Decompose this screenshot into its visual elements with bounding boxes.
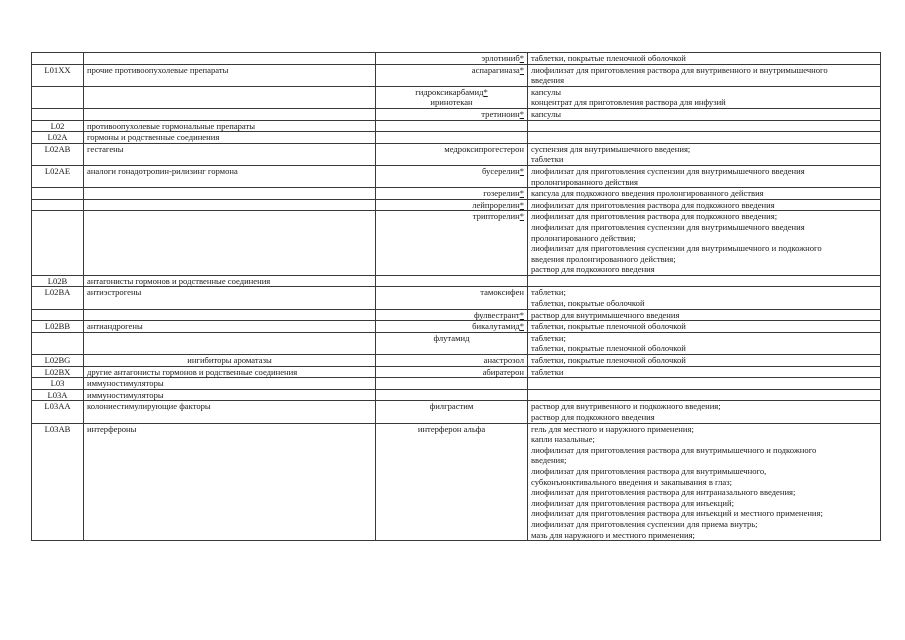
drug-name-cell xyxy=(376,287,528,309)
drug-name xyxy=(379,53,524,64)
dosage-form-line: раствор для внутривенного и подкожного введения; xyxy=(531,401,721,412)
table-row xyxy=(32,366,881,378)
group-name: иммуностимуляторы xyxy=(87,389,164,400)
atc-code-cell xyxy=(32,165,84,187)
drug-name-text: трипторелин xyxy=(472,211,520,222)
group-name: аналоги гонадотропин-рилизинг гормона xyxy=(87,165,238,176)
dosage-form-cell xyxy=(528,321,881,333)
dosage-form-cell xyxy=(528,108,881,120)
drug-name-cell xyxy=(376,378,528,390)
drug-name-text: медроксипрогестерон xyxy=(444,143,524,154)
atc-code-cell xyxy=(32,389,84,401)
drug-name-text: интерферон альфа xyxy=(417,423,486,434)
atc-code-cell xyxy=(32,211,84,276)
drug-name-cell xyxy=(376,132,528,144)
atc-code-cell xyxy=(32,309,84,321)
dosage-form-line: лиофилизат для приготовления раствора для подкожного введения; xyxy=(531,211,778,222)
table-row xyxy=(32,423,881,541)
drug-name xyxy=(379,200,524,211)
dosage-form-cell xyxy=(528,378,881,390)
dosage-form-line: концентрат для приготовления раствора для инфузий xyxy=(531,97,726,108)
drug-name-text: фулвестрант xyxy=(473,309,520,320)
atc-code: L02BX xyxy=(44,366,71,377)
atc-code: L02BA xyxy=(44,287,71,298)
drug-name-cell xyxy=(376,366,528,378)
table-row xyxy=(32,332,881,354)
atc-code-cell xyxy=(32,355,84,367)
drug-name xyxy=(379,109,524,120)
drug-name-cell xyxy=(376,275,528,287)
dosage-form-line: пролонгированого действия; xyxy=(531,232,636,243)
table-row xyxy=(32,389,881,401)
group-name-cell xyxy=(84,120,376,132)
dosage-form-cell xyxy=(528,332,881,354)
dosage-form-cell xyxy=(528,401,881,423)
atc-code-cell xyxy=(32,332,84,354)
group-name-cell xyxy=(84,64,376,86)
dosage-form-line: лиофилизат для приготовления раствора для внутримышечного и подкожного xyxy=(531,444,817,455)
drug-name-text: лейпрорелин xyxy=(472,199,520,210)
dosage-form-line: капли назальные; xyxy=(531,434,595,445)
dosage-form-line: лиофилизат для приготовления суспензии для приема внутрь; xyxy=(531,518,758,529)
drug-star-mark: * xyxy=(519,64,524,75)
empty-cell xyxy=(531,276,877,287)
drug-name xyxy=(379,144,524,155)
dosage-form-cell xyxy=(528,355,881,367)
group-name-cell xyxy=(84,132,376,144)
dosage-form-line: капсулы xyxy=(531,86,562,97)
group-name: антагонисты гормонов и родственные соединения xyxy=(87,275,271,286)
drug-name-text: эрлотиниб xyxy=(481,53,520,63)
group-name: противоопухолевые гормональные препараты xyxy=(87,120,256,131)
table-row xyxy=(32,309,881,321)
atc-code-cell xyxy=(32,423,84,541)
table-row xyxy=(32,321,881,333)
drug-name xyxy=(379,287,524,298)
dosage-form-line: мазь для наружного и местного применения; xyxy=(531,529,695,540)
dosage-form-cell xyxy=(528,275,881,287)
atc-code: L02AE xyxy=(44,165,71,176)
drug-name-cell xyxy=(376,188,528,200)
table-row xyxy=(32,401,881,423)
dosage-form-line: раствор для внутримышечного введения xyxy=(531,309,680,320)
dosage-form-cell xyxy=(528,188,881,200)
drug-name-cell xyxy=(376,401,528,423)
atc-code-cell xyxy=(32,366,84,378)
dosage-form-line: лиофилизат для приготовления раствора для интраназального введения; xyxy=(531,487,796,498)
group-name-cell xyxy=(84,165,376,187)
dosage-form-line: лиофилизат для приготовления раствора для инъекций и местного применения; xyxy=(531,508,823,519)
drug-name-cell xyxy=(376,165,528,187)
drug-star-mark: * xyxy=(519,211,524,222)
drug-name xyxy=(379,424,524,435)
drug-name-cell xyxy=(376,355,528,367)
dosage-form-line: таблетки xyxy=(531,154,564,165)
table-row xyxy=(32,199,881,211)
group-name-cell xyxy=(84,199,376,211)
group-name-cell xyxy=(84,378,376,390)
drug-name-cell xyxy=(376,143,528,165)
drug-name xyxy=(379,166,524,177)
atc-code-cell xyxy=(32,275,84,287)
group-name: ингибиторы ароматазы xyxy=(187,355,272,366)
table-row xyxy=(32,143,881,165)
medicines-table-page xyxy=(31,52,880,541)
atc-code: L02BB xyxy=(44,321,71,332)
group-name-cell xyxy=(84,423,376,541)
dosage-form-cell xyxy=(528,309,881,321)
atc-code-cell xyxy=(32,143,84,165)
drug-name-text: гидроксикарбамид xyxy=(415,86,484,97)
table-row xyxy=(32,108,881,120)
group-name-cell xyxy=(84,53,376,65)
dosage-form-line: таблетки, покрытые пленочной оболочкой xyxy=(531,321,686,332)
dosage-form-line: лиофилизат для приготовления раствора для инъекций; xyxy=(531,497,734,508)
drug-star-mark: * xyxy=(519,199,524,210)
empty-cell xyxy=(531,378,877,389)
dosage-form-line: гель для местного и наружного применения; xyxy=(531,423,694,434)
drug-name-text: бикалутамид xyxy=(472,321,520,332)
drug-star-mark: * xyxy=(519,188,524,199)
group-name-cell xyxy=(84,211,376,276)
atc-code: L03 xyxy=(50,378,65,389)
dosage-form-line: раствор для подкожного введения xyxy=(531,264,655,275)
table-row xyxy=(32,211,881,276)
drug-name-text: абиратерон xyxy=(482,366,524,377)
drug-name-cell xyxy=(376,108,528,120)
atc-code-cell xyxy=(32,378,84,390)
atc-code-cell xyxy=(32,53,84,65)
atc-code: L02AB xyxy=(44,143,71,154)
drug-name xyxy=(379,333,524,344)
group-name: антиэстрогены xyxy=(87,287,142,298)
dosage-form-line: таблетки; xyxy=(531,287,566,298)
drug-name-secondary xyxy=(379,97,524,108)
atc-code: L03AA xyxy=(44,401,71,412)
drug-star-mark: * xyxy=(519,108,524,119)
dosage-form-line: таблетки, покрытые пленочной оболочкой xyxy=(531,343,686,354)
atc-code-cell xyxy=(32,199,84,211)
dosage-form-cell xyxy=(528,143,881,165)
dosage-form-cell xyxy=(528,120,881,132)
dosage-form-line: введения пролонгированного действия; xyxy=(531,253,676,264)
medicines-table-body xyxy=(32,53,881,541)
group-name: колониестимулирующие факторы xyxy=(87,401,211,412)
group-name-cell xyxy=(84,389,376,401)
drug-name-text: филграстим xyxy=(429,401,474,412)
group-name-cell xyxy=(84,332,376,354)
drug-star-mark: * xyxy=(519,165,524,176)
drug-name-cell xyxy=(376,199,528,211)
dosage-form-line: лиофилизат для приготовления раствора для подкожного введения xyxy=(531,199,775,210)
drug-name-text: третиноин xyxy=(481,108,520,119)
dosage-form-line: капсула для подкожного введения пролонгированного действия xyxy=(531,188,764,199)
atc-code: L01XX xyxy=(44,64,71,75)
dosage-form-cell xyxy=(528,86,881,108)
dosage-form-line: субконъюнктивального введения и закапывания в глаз; xyxy=(531,476,733,487)
drug-name xyxy=(379,188,524,199)
group-name: прочие противоопухолевые препараты xyxy=(87,64,229,75)
drug-name-cell xyxy=(376,423,528,541)
dosage-form-cell xyxy=(528,366,881,378)
drug-name-text: гозерелин xyxy=(483,188,520,199)
dosage-form-cell xyxy=(528,64,881,86)
drug-name xyxy=(379,401,524,412)
dosage-form-line: таблетки, покрытые оболочкой xyxy=(531,298,645,309)
table-row xyxy=(32,86,881,108)
drug-name-cell xyxy=(376,321,528,333)
dosage-form-line: раствор для подкожного введения xyxy=(531,412,655,422)
atc-code-cell xyxy=(32,401,84,423)
dosage-form-line: таблетки, покрытые пленочной оболочкой xyxy=(531,53,686,63)
drug-name-cell xyxy=(376,53,528,65)
dosage-form-line: таблетки; xyxy=(531,332,566,343)
table-row xyxy=(32,378,881,390)
drug-name xyxy=(379,87,524,98)
drug-name-cell xyxy=(376,86,528,108)
dosage-form-cell xyxy=(528,199,881,211)
dosage-form-cell xyxy=(528,211,881,276)
drug-name-cell xyxy=(376,309,528,321)
group-name: иммуностимуляторы xyxy=(87,378,164,389)
dosage-form-cell xyxy=(528,389,881,401)
table-row xyxy=(32,287,881,309)
group-name-cell xyxy=(84,401,376,423)
dosage-form-line: лиофилизат для приготовления раствора для внутривенного и внутримышечного xyxy=(531,64,828,75)
group-name-cell xyxy=(84,366,376,378)
group-name: гормоны и родственные соединения xyxy=(87,132,220,143)
dosage-form-line: пролонгированного действия xyxy=(531,176,638,187)
table-row xyxy=(32,132,881,144)
atc-code-cell xyxy=(32,64,84,86)
drug-name-text: иринотекан xyxy=(430,97,473,108)
drug-name xyxy=(379,310,524,321)
dosage-form-line: введения; xyxy=(531,455,567,466)
drug-name-text: тамоксифен xyxy=(480,287,524,298)
group-name-cell xyxy=(84,108,376,120)
drug-name-text: бусерелин xyxy=(482,165,520,176)
dosage-form-cell xyxy=(528,132,881,144)
table-row xyxy=(32,355,881,367)
group-name: гестагены xyxy=(87,143,124,154)
empty-cell xyxy=(531,121,877,132)
atc-code: L02A xyxy=(47,132,68,143)
atc-code-cell xyxy=(32,188,84,200)
atc-code: L02 xyxy=(50,120,65,131)
dosage-form-line: лиофилизат для приготовления суспензии для внутримышечного введения xyxy=(531,165,805,176)
dosage-form-line: введения xyxy=(531,75,565,86)
drug-star-mark: * xyxy=(519,321,524,332)
atc-code-cell xyxy=(32,108,84,120)
drug-name-cell xyxy=(376,64,528,86)
dosage-form-line: лиофилизат для приготовления суспензии для внутримышечного и подкожного xyxy=(531,243,822,254)
drug-star-mark: * xyxy=(483,86,488,97)
dosage-form-line: капсулы xyxy=(531,108,562,119)
group-name-cell xyxy=(84,86,376,108)
drug-name xyxy=(379,211,524,222)
group-name-cell xyxy=(84,309,376,321)
drug-star-mark: * xyxy=(519,53,524,63)
dosage-form-cell xyxy=(528,423,881,541)
atc-code-cell xyxy=(32,120,84,132)
drug-name xyxy=(379,355,524,366)
atc-code-cell xyxy=(32,86,84,108)
drug-name xyxy=(379,65,524,76)
atc-code-cell xyxy=(32,321,84,333)
atc-code: L03A xyxy=(47,389,68,400)
table-row xyxy=(32,53,881,65)
table-row xyxy=(32,165,881,187)
group-name-cell xyxy=(84,275,376,287)
dosage-form-line: суспензия для внутримышечного введения; xyxy=(531,143,691,154)
dosage-form-line: таблетки, покрытые пленочной оболочкой xyxy=(531,355,686,366)
group-name-cell xyxy=(84,355,376,367)
dosage-form-line: таблетки xyxy=(531,366,564,377)
dosage-form-line: лиофилизат для приготовления раствора для внутримышечного, xyxy=(531,465,767,476)
group-name: другие антагонисты гормонов и родственные соединения xyxy=(87,366,298,377)
drug-name-cell xyxy=(376,389,528,401)
group-name: антиандрогены xyxy=(87,321,143,332)
group-name-cell xyxy=(84,321,376,333)
drug-name-text: аспарагиназа xyxy=(471,64,520,75)
drug-name-cell xyxy=(376,120,528,132)
group-name-cell xyxy=(84,188,376,200)
dosage-form-line: лиофилизат для приготовления суспензии для внутримышечного введения xyxy=(531,221,805,232)
dosage-form-cell xyxy=(528,165,881,187)
group-name-cell xyxy=(84,287,376,309)
drug-name xyxy=(379,367,524,378)
medicines-table xyxy=(31,52,881,541)
table-row xyxy=(32,120,881,132)
group-name-cell xyxy=(84,143,376,165)
dosage-form-cell xyxy=(528,53,881,65)
group-name: интерфероны xyxy=(87,423,137,434)
drug-star-mark: * xyxy=(519,309,524,320)
atc-code: L03AB xyxy=(44,423,71,434)
drug-name-text: анастрозол xyxy=(483,355,524,366)
drug-name-cell xyxy=(376,211,528,276)
drug-name xyxy=(379,321,524,332)
table-row xyxy=(32,275,881,287)
table-row xyxy=(32,64,881,86)
atc-code: L02B xyxy=(47,275,68,286)
empty-cell xyxy=(531,390,877,401)
atc-code: L02BG xyxy=(44,355,71,366)
empty-cell xyxy=(531,132,877,143)
atc-code-cell xyxy=(32,287,84,309)
drug-name-text: флутамид xyxy=(433,332,470,343)
table-row xyxy=(32,188,881,200)
atc-code-cell xyxy=(32,132,84,144)
dosage-form-cell xyxy=(528,287,881,309)
drug-name-cell xyxy=(376,332,528,354)
